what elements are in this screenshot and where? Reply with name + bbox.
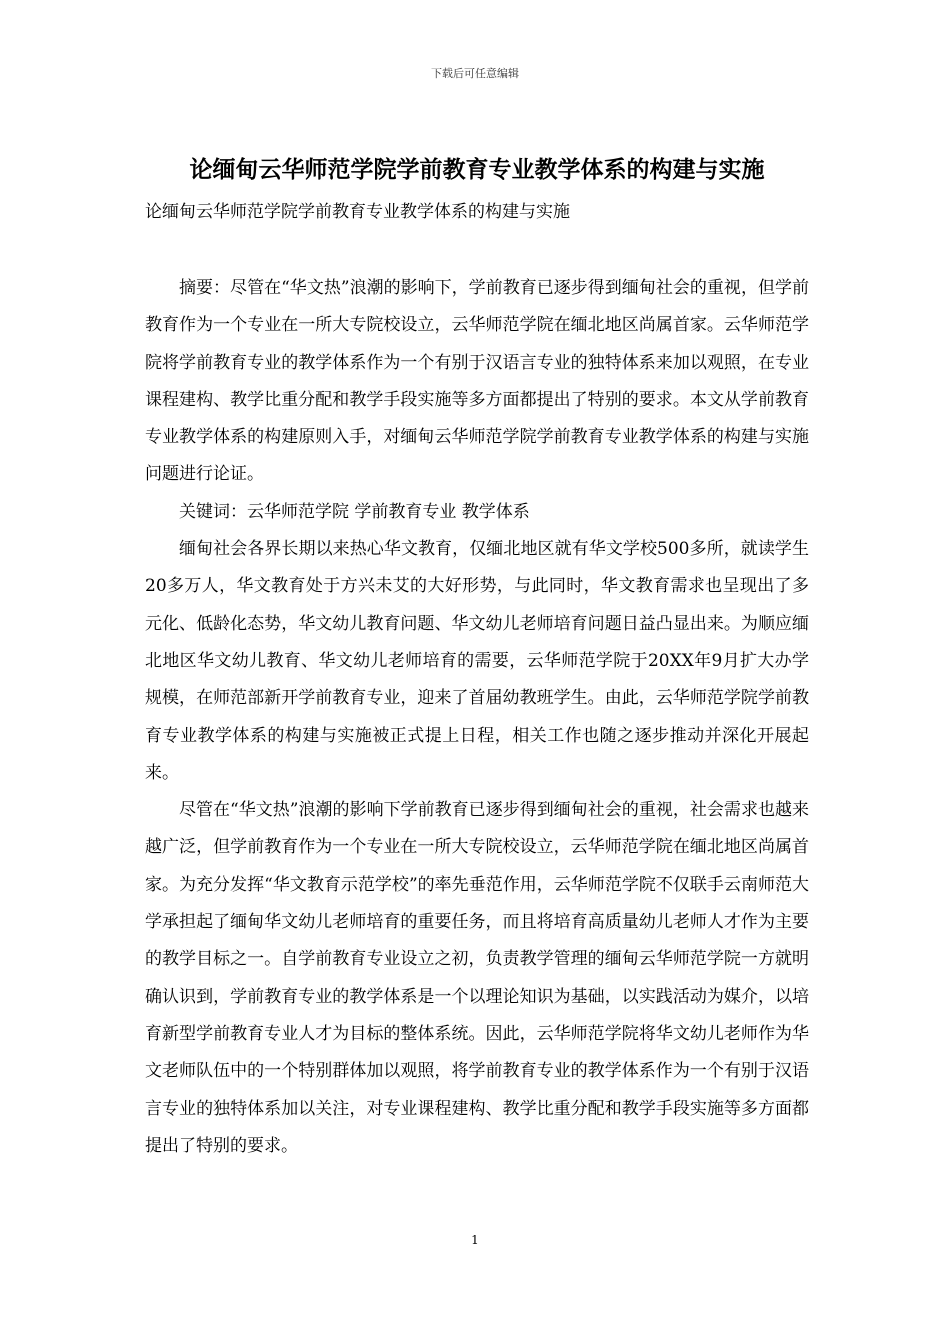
body-paragraph: 尽管在“华文热”浪潮的影响下学前教育已逐步得到缅甸社会的重视，社会需求也越来越广泛，但学前教育作为一个专业在一所大专院校设立，云华师范学院在缅北地区尚属首家。为充分发挥“华文教育示范学校”的率先垂范作用，云华师范学院不仅联手云南师范大学承担起了缅甸华文幼儿老师培育的重要任务，而且将培育高质量幼儿老师人才作为主要的教学目标之一。自学前教育专业设立之初，负责教学管理的缅甸云华师范学院一方就明确认识到，学前教育专业的教学体系是一个以理论知识为基础，以实践活动为媒介，以培育新型学前教育专业人才为目标的整体系统。因此，云华师范学院将华文幼儿老师作为华文老师队伍中的一个特别群体加以观照，将学前教育专业的教学体系作为一个有别于汉语言专业的独特体系加以关注，对专业课程建构、教学比重分配和教学手段实施等多方面都提出了特别的要求。 (145, 800, 809, 1156)
document-title: 论缅甸云华师范学院学前教育专业教学体系的构建与实施 (189, 156, 765, 183)
document-subtitle: 论缅甸云华师范学院学前教育专业教学体系的构建与实施 (145, 202, 570, 222)
document-body (145, 270, 809, 1165)
body-paragraph: 缅甸社会各界长期以来热心华文教育，仅缅北地区就有华文学校500多所，就读学生20多万人，华文教育处于方兴未艾的大好形势，与此同时，华文教育需求也呈现出了多元化、低龄化态势，华文幼儿教育问题、华文幼儿老师培育问题日益凸显出来。为顺应缅北地区华文幼儿教育、华文幼儿老师培育的需要，云华师范学院于20XX年9月扩大办学规模，在师范部新开学前教育专业，迎来了首届幼教班学生。由此，云华师范学院学前教育专业教学体系的构建与实施被正式提上日程，相关工作也随之逐步推动并深化开展起来。 (145, 539, 809, 783)
abstract-paragraph: 摘要：尽管在“华文热”浪潮的影响下，学前教育已逐步得到缅甸社会的重视，但学前教育作为一个专业在一所大专院校设立，云华师范学院在缅北地区尚属首家。云华师范学院将学前教育专业的教学体系作为一个有别于汉语言专业的独特体系来加以观照，在专业课程建构、教学比重分配和教学手段实施等多方面都提出了特别的要求。本文从学前教育专业教学体系的构建原则入手，对缅甸云华师范学院学前教育专业教学体系的构建与实施问题进行论证。 (145, 278, 809, 485)
page-header: 下载后可任意编辑 (431, 67, 519, 80)
keywords-paragraph: 关键词：云华师范学院 学前教育专业 教学体系 (179, 501, 530, 522)
page-number: 1 (471, 1233, 479, 1247)
